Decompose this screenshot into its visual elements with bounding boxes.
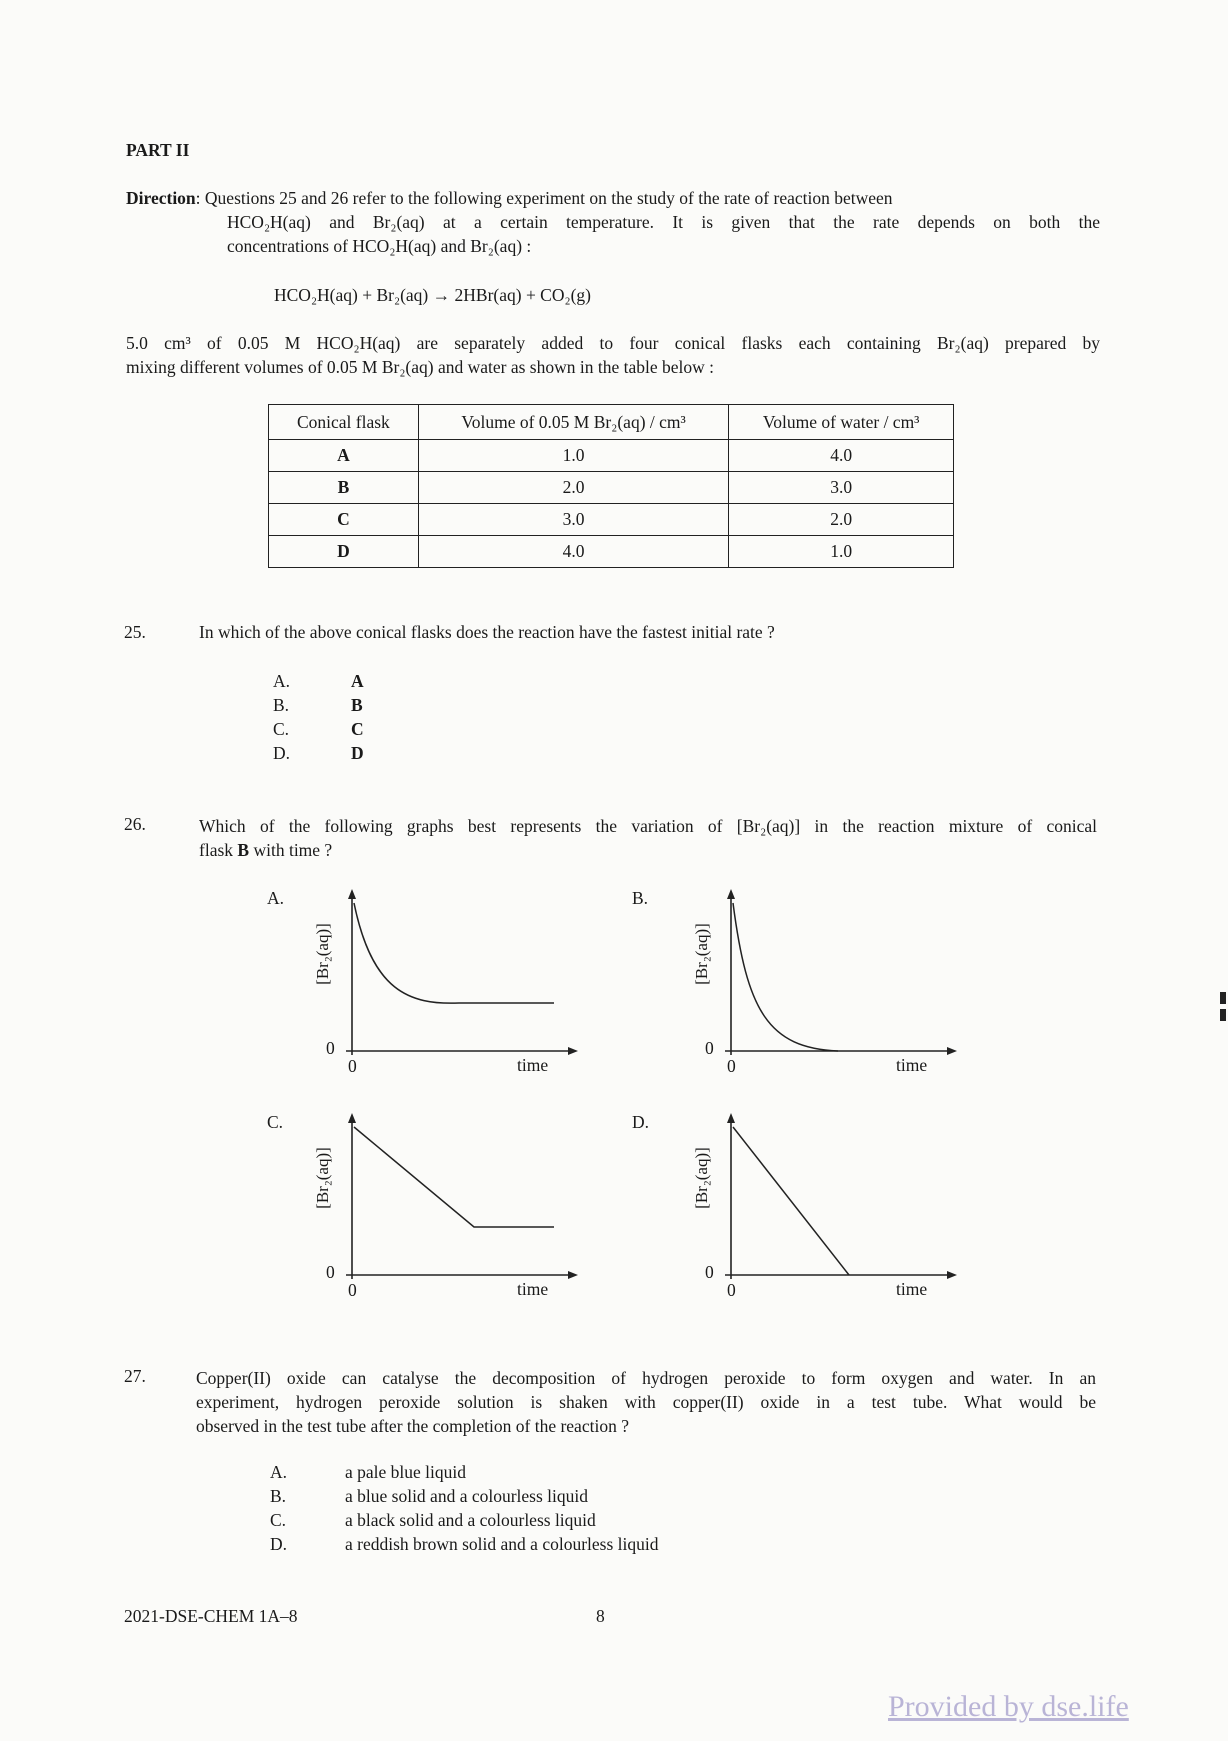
origin-x-label: 0 (727, 1056, 736, 1076)
graph-letter: B. (632, 888, 649, 908)
scan-edge-mark (1220, 992, 1226, 1004)
table-row (269, 536, 954, 568)
option-text: a pale blue liquid (345, 1462, 467, 1482)
intro-line-2: mixing different volumes of 0.05 M Br₂(aq) and water as shown in the table below : (126, 357, 715, 377)
y-axis-label: [Br₂(aq)] (692, 923, 711, 985)
option-text: a black solid and a colourless liquid (345, 1510, 596, 1530)
option-letter: C. (273, 719, 290, 739)
watermark: Provided by dse.life (888, 1690, 1129, 1723)
graph-c (342, 1107, 592, 1295)
scan-edge-mark (1220, 1009, 1226, 1021)
option-letter: D. (273, 743, 291, 763)
q27-line-2: experiment, hydrogen peroxide solution is shaken with copper(II) oxide in a test tube. What would be (196, 1392, 1096, 1412)
option-letter: B. (273, 695, 290, 715)
q25-text: In which of the above conical flasks does the reaction have the fastest initial rate ? (199, 622, 775, 642)
table-cell: C (269, 504, 419, 536)
x-axis-arrow (947, 1271, 957, 1279)
x-axis-label: time (896, 1279, 928, 1299)
q26-line-2 (199, 838, 332, 862)
q26-line-2-post: with time ? (249, 840, 333, 860)
table-cell: D (269, 536, 419, 568)
y-axis-arrow (348, 889, 356, 899)
option-letter: D. (270, 1534, 288, 1554)
graph-curve (354, 1127, 554, 1227)
x-axis-arrow (947, 1047, 957, 1055)
direction-label: Direction (126, 188, 196, 208)
footer-code: 2021-DSE-CHEM 1A–8 (124, 1606, 298, 1626)
reaction-equation: HCO₂H(aq) + Br₂(aq) → 2HBr(aq) + CO₂(g) (274, 285, 591, 305)
origin-x-label: 0 (348, 1280, 357, 1300)
origin-y-label: 0 (705, 1038, 714, 1058)
table-header: Conical flask (269, 405, 419, 440)
y-axis-label: [Br₂(aq)] (313, 923, 332, 985)
table-row (269, 504, 954, 536)
y-axis-arrow (727, 1113, 735, 1123)
q27-number: 27. (124, 1366, 146, 1386)
x-axis-label: time (517, 1279, 549, 1299)
origin-y-label: 0 (326, 1262, 335, 1282)
table-header: Volume of water / cm³ (729, 405, 954, 440)
table-cell: 2.0 (729, 504, 954, 536)
option-letter: C. (270, 1510, 287, 1530)
table-row (269, 472, 954, 504)
q27-line-3: observed in the test tube after the completion of the reaction ? (196, 1416, 629, 1436)
option-letter: A. (273, 671, 291, 691)
table-cell: A (269, 440, 419, 472)
graph-letter: A. (267, 888, 285, 908)
table-cell: 4.0 (418, 536, 729, 568)
table-cell: 3.0 (418, 504, 729, 536)
graph-curve (733, 903, 838, 1051)
table-header-row (269, 405, 954, 440)
x-axis-label: time (896, 1055, 928, 1075)
intro-line-1: 5.0 cm³ of 0.05 M HCO₂H(aq) are separately added to four conical flasks each containing Br₂(aq) prepared by (126, 333, 1100, 353)
x-axis-arrow (568, 1271, 578, 1279)
y-axis-arrow (348, 1113, 356, 1123)
option-text: A (351, 671, 364, 691)
table-header: Volume of 0.05 M Br₂(aq) / cm³ (418, 405, 729, 440)
y-axis-arrow (727, 889, 735, 899)
option-letter: A. (270, 1462, 288, 1482)
part-heading: PART II (126, 140, 190, 160)
y-axis-label: [Br₂(aq)] (313, 1147, 332, 1209)
table-cell: 3.0 (729, 472, 954, 504)
page-number: 8 (596, 1606, 605, 1626)
table-cell: 2.0 (418, 472, 729, 504)
option-text: B (351, 695, 363, 715)
direction-paragraph (126, 186, 1100, 210)
table-cell: 4.0 (729, 440, 954, 472)
origin-y-label: 0 (326, 1038, 335, 1058)
option-letter: B. (270, 1486, 287, 1506)
option-text: a reddish brown solid and a colourless liquid (345, 1534, 659, 1554)
q26-line-2-bold: B (237, 840, 250, 860)
graph-letter: D. (632, 1112, 650, 1132)
q26-line-1: Which of the following graphs best represents the variation of [Br₂(aq)] in the reaction mixture of conical (199, 816, 1097, 836)
table-row (269, 440, 954, 472)
direction-line-3: concentrations of HCO₂H(aq) and Br₂(aq) : (227, 236, 532, 256)
graph-curve (733, 1127, 849, 1275)
table-cell: B (269, 472, 419, 504)
origin-x-label: 0 (348, 1056, 357, 1076)
origin-y-label: 0 (705, 1262, 714, 1282)
direction-line-1: : Questions 25 and 26 refer to the following experiment on the study of the rate of reaction between (195, 188, 893, 208)
q26-number: 26. (124, 814, 146, 834)
graph-d (721, 1107, 971, 1295)
direction-line-2: HCO₂H(aq) and Br₂(aq) at a certain temperature. It is given that the rate depends on both the (227, 212, 1100, 232)
q25-number: 25. (124, 622, 146, 642)
q26-line-2-pre: flask (199, 840, 238, 860)
x-axis-label: time (517, 1055, 549, 1075)
table-cell: 1.0 (729, 536, 954, 568)
y-axis-label: [Br₂(aq)] (692, 1147, 711, 1209)
table-cell: 1.0 (418, 440, 729, 472)
x-axis-arrow (568, 1047, 578, 1055)
q27-line-1: Copper(II) oxide can catalyse the decomposition of hydrogen peroxide to form oxygen and water. In an (196, 1368, 1096, 1388)
option-text: D (351, 743, 364, 763)
option-text: C (351, 719, 364, 739)
graph-letter: C. (267, 1112, 284, 1132)
option-text: a blue solid and a colourless liquid (345, 1486, 589, 1506)
graph-b (721, 883, 971, 1071)
origin-x-label: 0 (727, 1280, 736, 1300)
graph-curve (354, 903, 554, 1003)
flask-table (268, 404, 954, 568)
graph-a (342, 883, 592, 1071)
